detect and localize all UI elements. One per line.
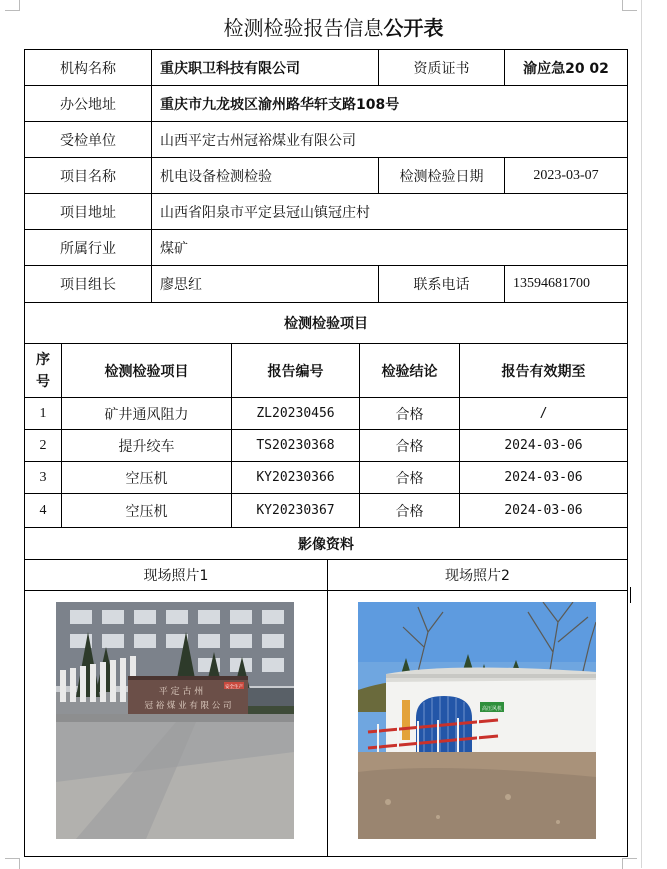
item-valid-until: 2024-03-06 [459,429,628,462]
items-header-valid: 报告有效期至 [459,343,628,398]
project-label: 项目名称 [24,157,152,194]
item-valid-until: / [459,397,628,430]
photo1-label: 现场照片1 [24,559,328,591]
gate-small-plate: 安全生产 [225,685,243,690]
site-photo-1 [56,602,294,839]
phone-label: 联系电话 [378,265,505,303]
site-value: 山西省阳泉市平定县冠山镇冠庄村 [151,193,628,230]
items-header-result: 检验结论 [359,343,460,398]
industry-label: 所属行业 [24,229,152,266]
leader-label: 项目组长 [24,265,152,303]
item-result: 合格 [359,429,460,462]
items-header-no-line1: 序 [36,351,50,368]
item-name: 矿井通风阻力 [61,397,232,430]
item-result: 合格 [359,397,460,430]
text-cursor [630,587,631,603]
items-section-title: 检测检验项目 [24,302,628,344]
gate-photo-image [56,602,294,839]
gate-sign-line2: 冠 裕 煤 业 有 限 公 司 [144,701,232,711]
item-valid-until: 2024-03-06 [459,493,628,528]
page-edge [641,0,642,868]
item-no: 2 [24,429,62,462]
item-name: 空压机 [61,461,232,494]
address-label: 办公地址 [24,85,152,122]
photo2-label: 现场照片2 [327,559,628,591]
industry-value: 煤矿 [151,229,628,266]
cert-value: 渝应急20 02 [504,49,628,86]
items-header-item: 检测检验项目 [61,343,232,398]
item-no: 3 [24,461,62,494]
page-corner-mark [5,0,20,11]
media-section-title: 影像资料 [24,527,628,560]
item-report-no: KY20230366 [231,461,360,494]
portal-plate-text: 高压风机 [481,706,503,712]
portal-photo-image [358,602,596,839]
date-label: 检测检验日期 [378,157,505,194]
title-text-bold: 公开表 [383,16,444,40]
date-value: 2023-03-07 [504,157,628,194]
items-header-no [24,343,62,398]
item-name: 空压机 [61,493,232,528]
gate-sign-line1: 平 定 古 州 [158,687,204,697]
items-header-no-line2: 号 [36,373,50,390]
document-title [0,12,667,41]
item-report-no: TS20230368 [231,429,360,462]
page-corner-mark [5,858,20,869]
org-value: 重庆职卫科技有限公司 [151,49,379,86]
site-photo-2 [358,602,596,839]
page-corner-mark [622,0,637,11]
client-label: 受检单位 [24,121,152,158]
project-value: 机电设备检测检验 [151,157,379,194]
item-report-no: KY20230367 [231,493,360,528]
cert-label: 资质证书 [378,49,505,86]
leader-value: 廖思红 [151,265,379,303]
item-no: 4 [24,493,62,528]
phone-value: 13594681700 [504,265,628,303]
address-value: 重庆市九龙坡区渝州路华轩支路108号 [151,85,628,122]
item-result: 合格 [359,461,460,494]
item-valid-until: 2024-03-06 [459,461,628,494]
org-label: 机构名称 [24,49,152,86]
client-value: 山西平定古州冠裕煤业有限公司 [151,121,628,158]
page-corner-mark [622,858,637,869]
item-name: 提升绞车 [61,429,232,462]
item-report-no: ZL20230456 [231,397,360,430]
item-no: 1 [24,397,62,430]
item-result: 合格 [359,493,460,528]
items-header-report: 报告编号 [231,343,360,398]
site-label: 项目地址 [24,193,152,230]
title-text: 检测检验报告信息 [223,16,384,40]
